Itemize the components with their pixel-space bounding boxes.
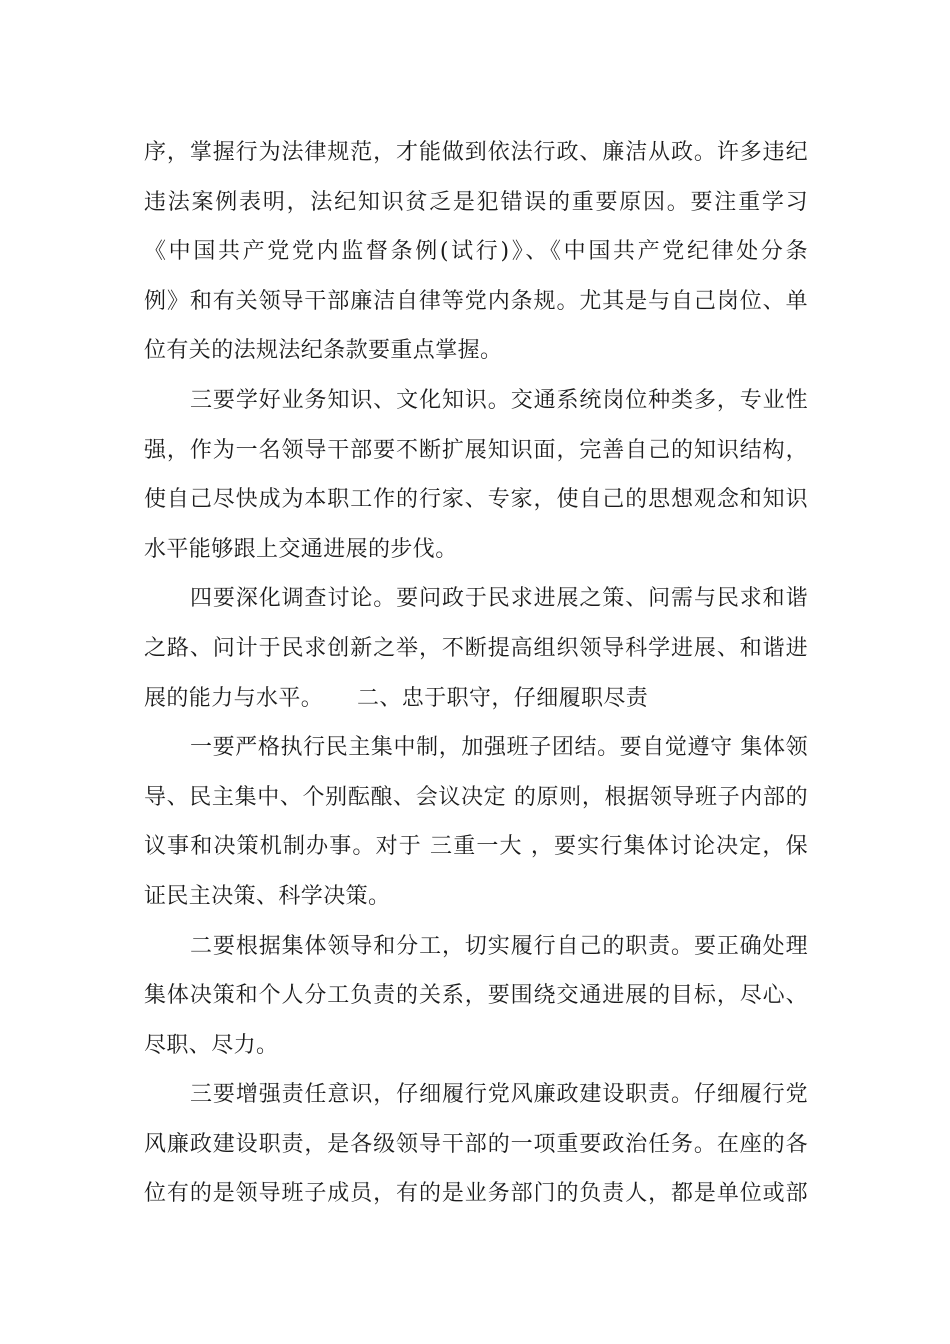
text-line: 三要学好业务知识、文化知识。交通系统岗位种类多，专业性 [190,387,808,413]
text-line: 位有的是领导班子成员，有的是业务部门的负责人，都是单位或部 [144,1181,808,1207]
text-line: 二要根据集体领导和分工，切实履行自己的职责。要正确处理 [190,933,808,959]
text-line: 尽职、尽力。 [144,1032,279,1058]
paragraph-business-knowledge [144,376,808,574]
text-line: 序，掌握行为法律规范，才能做到依法行政、廉洁从政。许多违纪 [144,140,808,165]
paragraph-legal-study [144,128,808,376]
paragraph-democratic-centralism [144,723,808,921]
text-line: 议事和决策机制办事。对于 三重一大 ，要实行集体讨论决定，保 [144,834,808,860]
text-line: 之路、问计于民求创新之举，不断提高组织领导科学进展、和谐进 [144,635,808,661]
text-line: 水平能够跟上交通进展的步伐。 [144,536,458,562]
text-line: 导、民主集中、个别酝酿、会议决定 的原则，根据领导班子内部的 [144,784,808,810]
text-line: 集体决策和个人分工负责的关系，要围绕交通进展的目标，尽心、 [144,983,808,1009]
text-line: 展的能力与水平。 二、忠于职守，仔细履职尽责 [144,685,649,711]
paragraph-division-of-labor [144,922,808,1071]
text-line: 三要增强责任意识，仔细履行党风廉政建设职责。仔细履行党 [190,1082,808,1108]
text-line: 《中国共产党党内监督条例(试行)》、《中国共产党纪律处分条 [144,239,808,265]
paragraph-investigation [144,574,808,723]
document-body [144,128,808,1219]
paragraph-responsibility [144,1070,808,1219]
text-line: 强，作为一名领导干部要不断扩展知识面，完善自己的知识结构， [144,437,808,463]
text-line: 使自己尽快成为本职工作的行家、专家，使自己的思想观念和知识 [144,487,808,513]
text-line: 一要严格执行民主集中制，加强班子团结。要自觉遵守 集体领 [190,735,808,761]
text-line: 风廉政建设职责，是各级领导干部的一项重要政治任务。在座的各 [144,1131,808,1157]
text-line: 违法案例表明，法纪知识贫乏是犯错误的重要原因。要注重学习 [144,189,808,215]
text-line: 证民主决策、科学决策。 [144,883,391,909]
text-line: 例》和有关领导干部廉洁自律等党内条规。尤其是与自己岗位、单 [144,288,808,314]
text-line: 位有关的法规法纪条款要重点掌握。 [144,338,503,364]
text-line: 四要深化调查讨论。要问政于民求进展之策、问需与民求和谐 [190,586,808,612]
